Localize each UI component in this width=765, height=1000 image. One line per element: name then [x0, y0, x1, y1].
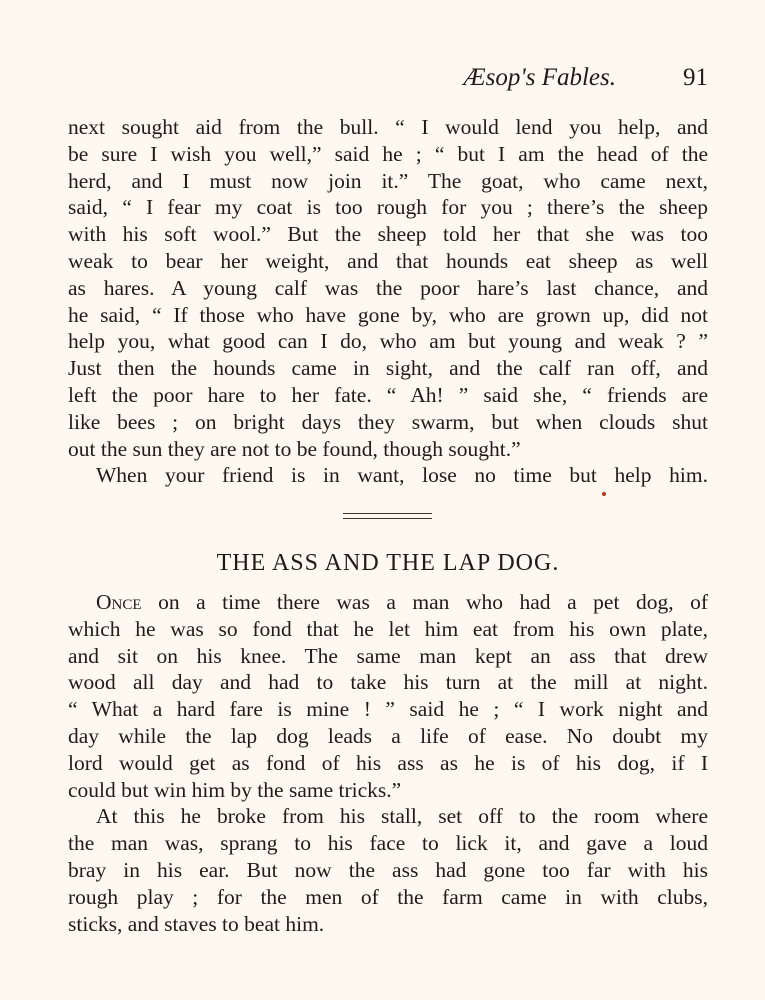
- text-line: which he was so fond that he let him eat from his own plate,: [68, 616, 708, 641]
- text-line: left the poor hare to her fate. “ Ah! ” said she, “ friends are: [68, 382, 708, 407]
- opening-word: Once: [96, 590, 142, 614]
- text-line: with his soft wool.” But the sheep told her that she was too: [68, 222, 708, 247]
- text-line: bray in his ear. But now the ass had gone too far with his: [68, 857, 708, 882]
- text-line: wood all day and had to take his turn at the mill at night.: [68, 670, 708, 695]
- fable-body: [68, 589, 708, 937]
- section-divider-top: [343, 513, 432, 514]
- text-line: herd, and I must now join it.” The goat, who came next,: [68, 168, 708, 193]
- text-line: rough play ; for the men of the farm came in with clubs,: [68, 884, 708, 909]
- first-line: [68, 589, 708, 616]
- page-number: 91: [683, 64, 708, 91]
- text-line: said, “ I fear my coat is too rough for you ; there’s the sheep: [68, 195, 708, 220]
- running-head: [68, 60, 708, 96]
- first-line-rest: on a time there was a man who had a pet dog, of: [158, 590, 708, 614]
- section-divider-bottom: [343, 518, 432, 519]
- text-line: day while the lap dog leads a life of ease. No doubt my: [68, 723, 708, 748]
- text-line: like bees ; on bright days they swarm, but when clouds shut: [68, 409, 708, 434]
- text-line: lord would get as fond of his ass as he is of his dog, if I: [68, 750, 708, 775]
- text-line: he said, “ If those who have gone by, who are grown up, did not: [68, 302, 708, 327]
- moral-line: When your friend is in want, lose no time but help him.: [96, 463, 708, 488]
- text-line: could but win him by the same tricks.”: [68, 777, 402, 802]
- text-line: “ What a hard fare is mine ! ” said he ; “ I work night and: [68, 697, 708, 722]
- text-line: be sure I wish you well,” said he ; “ but I am the head of the: [68, 141, 708, 166]
- text-line: sticks, and staves to beat him.: [68, 911, 325, 936]
- text-line: help you, what good can I do, who am but young and weak ? ”: [68, 329, 708, 354]
- text-line: and sit on his knee. The same man kept an ass that drew: [68, 643, 708, 668]
- text-line: weak to bear her weight, and that hounds eat sheep as well: [68, 248, 708, 273]
- text-line: as hares. A young calf was the poor hare’s last chance, and: [68, 275, 708, 300]
- text-line: Just then the hounds came in sight, and the calf ran off, and: [68, 356, 708, 381]
- text-line: the man was, sprang to his face to lick it, and gave a loud: [68, 831, 708, 856]
- fable-continuation: [68, 114, 708, 489]
- text-line: next sought aid from the bull. “ I would lend you help, and: [68, 115, 708, 139]
- text-line: out the sun they are not to be found, though sought.”: [68, 436, 521, 461]
- fable-title: THE ASS AND THE LAP DOG.: [216, 550, 560, 576]
- text-line: At this he broke from his stall, set off to the room where: [96, 804, 708, 829]
- ink-speck: [602, 492, 606, 496]
- running-title: Æsop's Fables.: [463, 64, 616, 91]
